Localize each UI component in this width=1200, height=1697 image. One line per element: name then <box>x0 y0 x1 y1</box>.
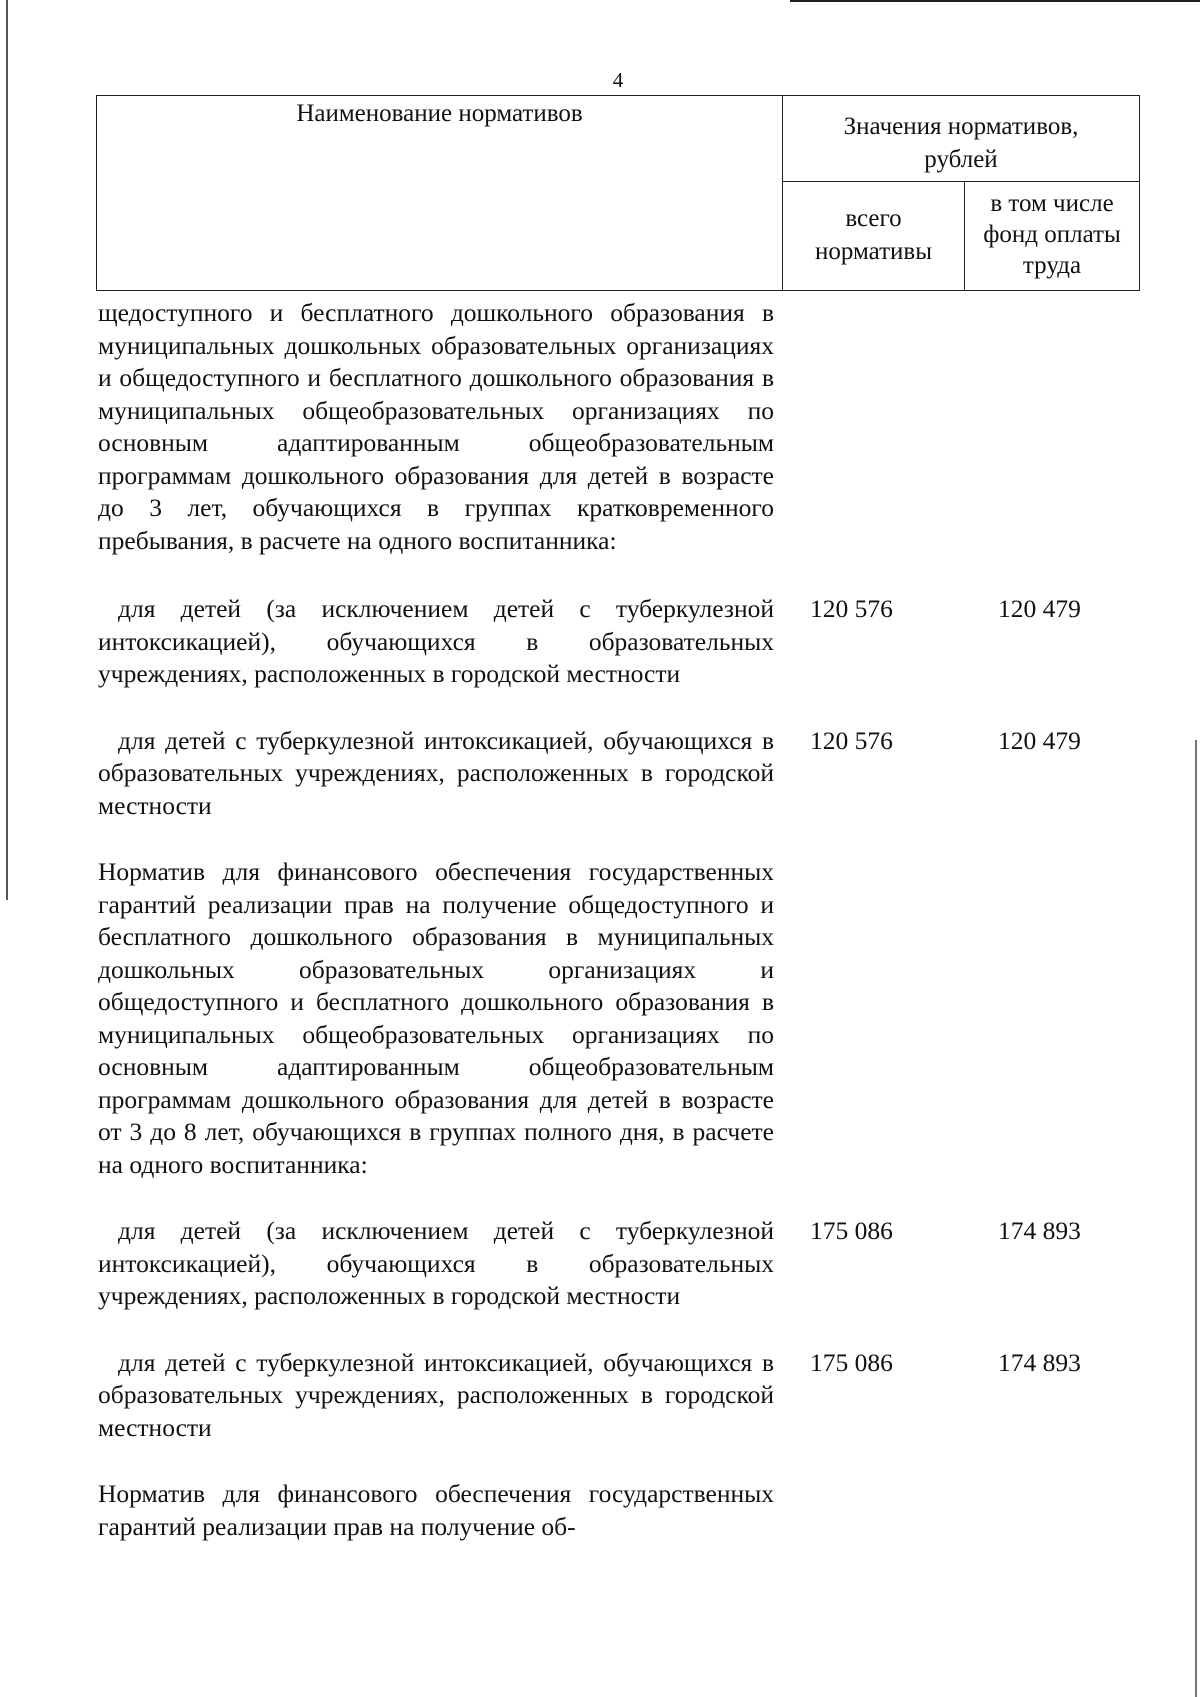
row-total-value: 120 576 <box>810 725 893 755</box>
header-total-line2: нормативы <box>814 238 932 265</box>
scan-edge-left <box>6 0 8 900</box>
table-body <box>98 297 1138 1543</box>
scan-edge-top <box>790 0 1200 2</box>
row-payroll-value: 120 479 <box>998 594 1081 623</box>
row-text: для детей с туберкулезной интоксикацией, обучающихся в образовательных учреждениях, расположенных в городской местности <box>98 725 774 820</box>
page-number: 4 <box>612 68 624 92</box>
row-text: для детей с туберкулезной интоксикацией, обучающихся в образовательных учреждениях, расположенных в городской местности <box>98 1347 774 1442</box>
header-payroll-column <box>965 182 1139 290</box>
row-text: для детей (за исключением детей с туберкулезной интоксикацией), обучающихся в образовательных учреждениях, расположенных в городской местности <box>98 1216 774 1310</box>
row-text: Норматив для финансового обеспечения государственных гарантий реализации прав на получение об- <box>98 1479 774 1541</box>
row-text: щедоступного и бесплатного дошкольного образования в муниципальных дошкольных образовательных организациях и общедоступного и бесплатного дошкольного образования в муниципальных общеобразовательных организациях по основным адаптированным общеобразовательным программам дошкольного образования для детей в возрасте до 3 лет, обучающихся в группах кратковременного пребывания, в расчете на одного воспитанника: <box>98 298 774 555</box>
table-row <box>98 1478 1138 1543</box>
header-payroll-line1: в том числе <box>990 190 1114 217</box>
header-values-title <box>783 96 1139 182</box>
row-payroll-value: 120 479 <box>998 725 1081 755</box>
header-total-column <box>783 182 965 290</box>
row-payroll-value: 174 893 <box>998 1347 1081 1377</box>
header-values-title-line2: рублей <box>924 146 998 173</box>
table-row <box>98 856 1138 1181</box>
header-values-title-line1: Значения нормативов, <box>843 113 1079 140</box>
header-payroll-line3: труда <box>1022 252 1082 279</box>
header-payroll-line2: фонд оплаты <box>983 221 1121 248</box>
table-row <box>98 725 1138 823</box>
scan-edge-right <box>1195 740 1197 1697</box>
header-total-line1: всего <box>845 205 902 232</box>
table-row <box>98 593 1138 691</box>
table-row <box>98 1347 1138 1445</box>
row-total-value: 120 576 <box>810 594 893 623</box>
row-text: Норматив для финансового обеспечения государственных гарантий реализации прав на получение общедоступного и бесплатного дошкольного образования в муниципальных дошкольных образовательных организациях и общедоступного и бесплатного дошкольного образования в муниципальных общеобразовательных организациях по основным адаптированным общеобразовательным программам дошкольного образования для детей в возрасте от 3 до 8 лет, обучающихся в группах полного дня, в расчете на одного воспитанника: <box>98 857 774 1179</box>
table-header <box>96 95 1140 291</box>
row-text: для детей (за исключением детей с туберкулезной интоксикацией), обучающихся в образовательных учреждениях, расположенных в городской местности <box>98 594 774 688</box>
header-name-column: Наименование нормативов <box>97 96 783 290</box>
row-total-value: 175 086 <box>810 1216 893 1245</box>
row-payroll-value: 174 893 <box>998 1216 1081 1245</box>
table-row <box>98 1215 1138 1313</box>
row-total-value: 175 086 <box>810 1347 893 1377</box>
table-row <box>98 297 1138 557</box>
